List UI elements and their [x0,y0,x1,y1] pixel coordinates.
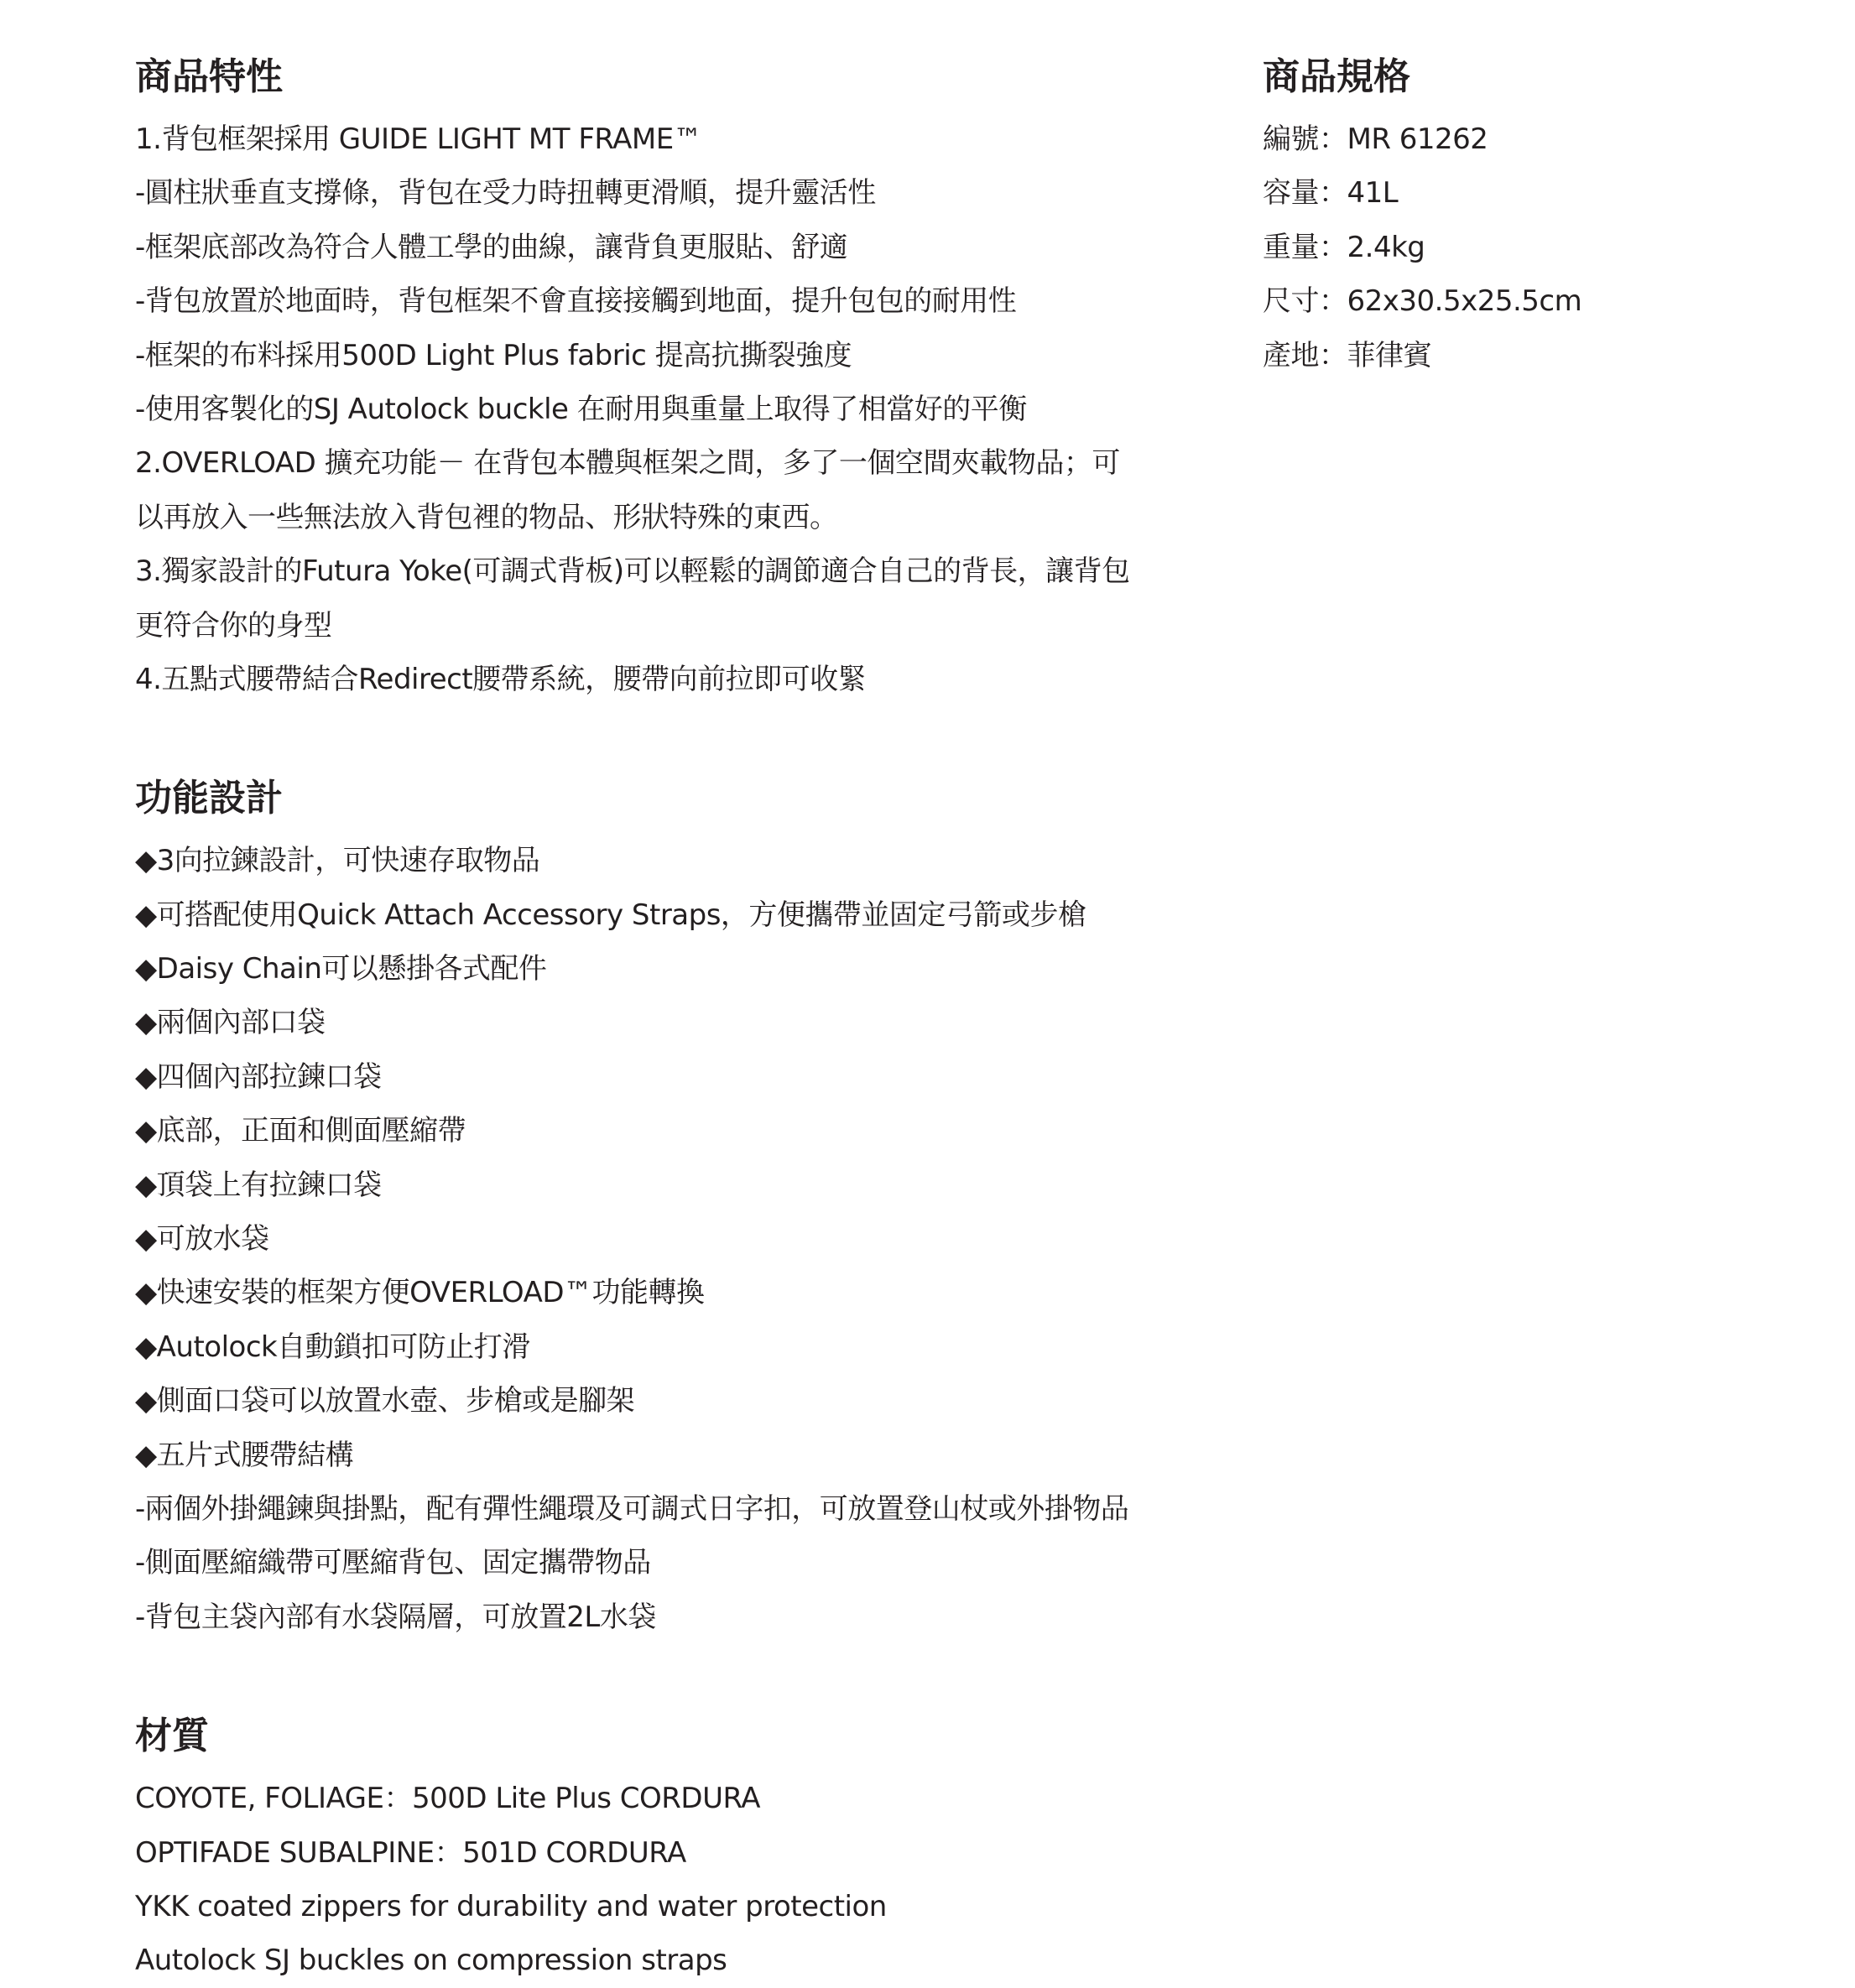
design-line: -背包主袋內部有水袋隔層，可放置2L水袋 [135,1600,656,1634]
material-heading: 材質 [135,1715,209,1758]
features-section [135,50,1184,706]
design-line: ◆五片式腰帶結構 [135,1438,354,1472]
design-line: -兩個外掛繩鍊與掛點，配有彈性繩環及可調式日字扣，可放置登山杖或外掛物品 [135,1491,1129,1526]
right-column [1263,50,1808,383]
spec-item-origin: 產地：菲律賓 [1263,338,1431,372]
specs-heading: 商品規格 [1263,55,1410,98]
design-line: ◆兩個內部口袋 [135,1006,326,1040]
material-list [135,1772,1184,1988]
design-line: ◆四個內部拉鍊口袋 [135,1059,382,1094]
features-line: 更符合你的身型 [135,608,332,643]
features-list [135,112,1184,706]
material-section [135,1710,1184,1988]
features-line: 以再放入一些無法放入背包裡的物品、形狀特殊的東西。 [135,500,838,534]
specs-list [1263,112,1808,383]
features-line: -框架底部改為符合人體工學的曲線，讓背負更服貼、舒適 [135,230,848,264]
design-line: ◆可搭配使用Quick Attach Accessory Straps，方便攜帶並固定弓箭或步槍 [135,898,1086,932]
features-line: 2.OVERLOAD 擴充功能－ 在背包本體與框架之間，多了一個空間夾載物品；可 [135,446,1120,481]
spec-item-capacity: 容量：41L [1263,176,1399,211]
design-line: ◆側面口袋可以放置水壺、步槍或是腳架 [135,1384,635,1418]
design-line: ◆底部，正面和側面壓縮帶 [135,1114,466,1148]
design-line: ◆Daisy Chain可以懸掛各式配件 [135,952,547,986]
design-line: ◆頂袋上有拉鍊口袋 [135,1168,382,1202]
spec-item-number: 編號：MR 61262 [1263,122,1488,156]
features-line: 4.五點式腰帶結合Redirect腰帶系統，腰帶向前拉即可收緊 [135,662,867,696]
features-line: -圓柱狀垂直支撐條，背包在受力時扭轉更滑順，提升靈活性 [135,176,876,211]
design-line: ◆3向拉鍊設計，可快速存取物品 [135,844,540,878]
features-line: -框架的布料採用500D Light Plus fabric 提高抗撕裂強度 [135,338,852,372]
features-line: 3.獨家設計的Futura Yoke(可調式背板)可以輕鬆的調節適合自己的背長，讓背包 [135,554,1130,589]
spec-item-size: 尺寸：62x30.5x25.5cm [1263,284,1582,319]
material-line: Autolock SJ buckles on compression straps [135,1944,727,1978]
material-line: COYOTE, FOLIAGE：500D Lite Plus CORDURA [135,1782,761,1816]
features-heading: 商品特性 [135,55,283,98]
material-line: YKK coated zippers for durability and water protection [135,1889,887,1923]
specs-section [1263,50,1808,383]
features-line: -使用客製化的SJ Autolock buckle 在耐用與重量上取得了相當好的平衡 [135,392,1027,426]
design-line: ◆快速安裝的框架方便OVERLOAD™功能轉換 [135,1276,705,1310]
features-line: 1.背包框架採用 GUIDE LIGHT MT FRAME™ [135,122,702,156]
design-list [135,834,1184,1644]
left-column [135,50,1184,1988]
material-line: OPTIFADE SUBALPINE：501D CORDURA [135,1835,686,1870]
design-line: ◆可放水袋 [135,1222,269,1257]
design-heading: 功能設計 [135,777,283,820]
features-line: -背包放置於地面時，背包框架不會直接接觸到地面，提升包包的耐用性 [135,284,1017,319]
design-line: ◆Autolock自動鎖扣可防止打滑 [135,1330,530,1364]
design-section [135,772,1184,1644]
spec-item-weight: 重量：2.4kg [1263,230,1425,264]
design-line: -側面壓縮織帶可壓縮背包、固定攜帶物品 [135,1546,651,1580]
